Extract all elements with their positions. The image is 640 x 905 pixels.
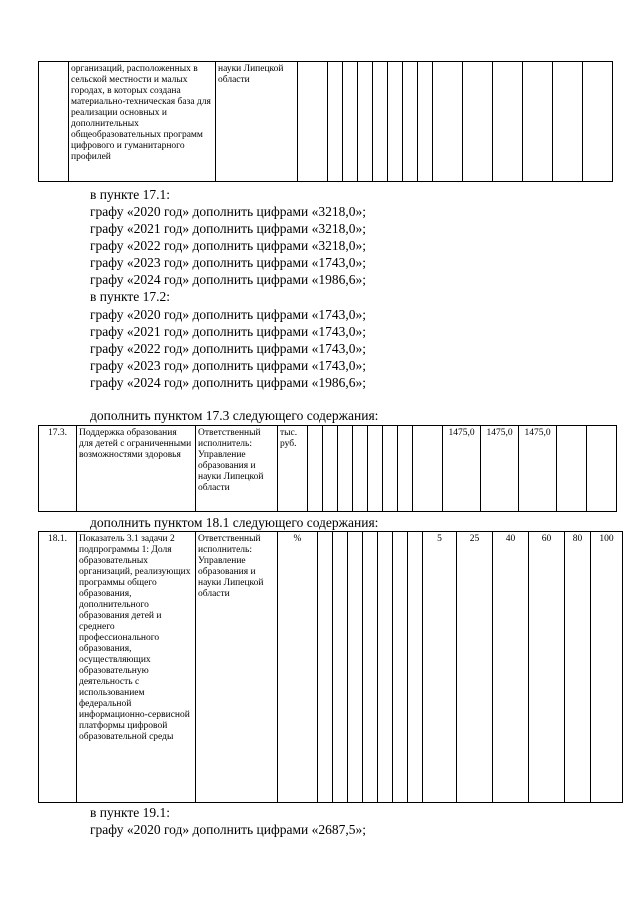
table-continuation <box>38 61 613 182</box>
cell-executor: Ответственный исполнитель: Управление образования и науки Липецкой области <box>196 532 278 803</box>
section-17-1-line: графу «2020 год» дополнить цифрами «3218,0»; <box>90 204 366 219</box>
section-17-1-line: графу «2021 год» дополнить цифрами «3218,0»; <box>90 221 366 236</box>
table-row <box>39 532 623 803</box>
section-17-2-line: графу «2020 год» дополнить цифрами «1743,0»; <box>90 307 366 322</box>
cell-executor: науки Липецкой области <box>216 62 298 182</box>
table-18-1 <box>38 531 623 803</box>
intro-18-1: дополнить пунктом 18.1 следующего содержания: <box>90 515 379 530</box>
cell-2020: 1475,0 <box>443 426 481 512</box>
cell-num <box>39 62 69 182</box>
intro-17-3: дополнить пунктом 17.3 следующего содержания: <box>90 408 379 423</box>
section-19-1-heading: в пункте 19.1: <box>90 805 170 820</box>
section-17-2-line: графу «2024 год» дополнить цифрами «1986,6»; <box>90 375 366 390</box>
cell-2021: 1475,0 <box>481 426 519 512</box>
section-17-1-line: графу «2022 год» дополнить цифрами «3218,0»; <box>90 238 366 253</box>
section-17-2-line: графу «2023 год» дополнить цифрами «1743,0»; <box>90 358 366 373</box>
cell-2019: 5 <box>423 532 457 803</box>
section-17-1-line: графу «2023 год» дополнить цифрами «1743,0»; <box>90 255 366 270</box>
cell-name: Поддержка образования для детей с ограниченными возможностями здоровья <box>77 426 196 512</box>
cell-executor: Ответственный исполнитель: Управление образования и науки Липецкой области <box>196 426 278 512</box>
cell-2022: 60 <box>529 532 565 803</box>
cell-unit: тыс. руб. <box>278 426 308 512</box>
table-row <box>39 62 613 182</box>
cell-2022: 1475,0 <box>519 426 557 512</box>
cell-name: Показатель 3.1 задачи 2 подпрограммы 1: Доля образовательных организаций, реализующих программы общего образования, дополнительного образования детей и среднего профессионального образования, осуществляющих образовательную деятельность с использованием федеральной информационно-сервисной платформы цифровой образовательной среды <box>77 532 196 803</box>
section-17-1-heading: в пункте 17.1: <box>90 187 170 202</box>
section-17-2-line: графу «2022 год» дополнить цифрами «1743,0»; <box>90 341 366 356</box>
section-17-2-heading: в пункте 17.2: <box>90 289 170 304</box>
section-17-2-line: графу «2021 год» дополнить цифрами «1743,0»; <box>90 324 366 339</box>
cell-name: организаций, расположенных в сельской местности и малых городах, в которых создана материально-техническая база для реализации основных и дополнительных общеобразовательных программ цифрового и гуманитарного профилей <box>69 62 216 182</box>
section-17-1-line: графу «2024 год» дополнить цифрами «1986,6»; <box>90 272 366 287</box>
cell-2020: 25 <box>457 532 493 803</box>
table-17-3 <box>38 425 617 512</box>
table-row <box>39 426 617 512</box>
cell-num: 18.1. <box>39 532 77 803</box>
section-19-1-line: графу «2020 год» дополнить цифрами «2687,5»; <box>90 822 366 837</box>
cell-2021: 40 <box>493 532 529 803</box>
cell-2024: 100 <box>591 532 623 803</box>
cell-2023: 80 <box>565 532 591 803</box>
cell-unit: % <box>278 532 318 803</box>
cell-num: 17.3. <box>39 426 77 512</box>
